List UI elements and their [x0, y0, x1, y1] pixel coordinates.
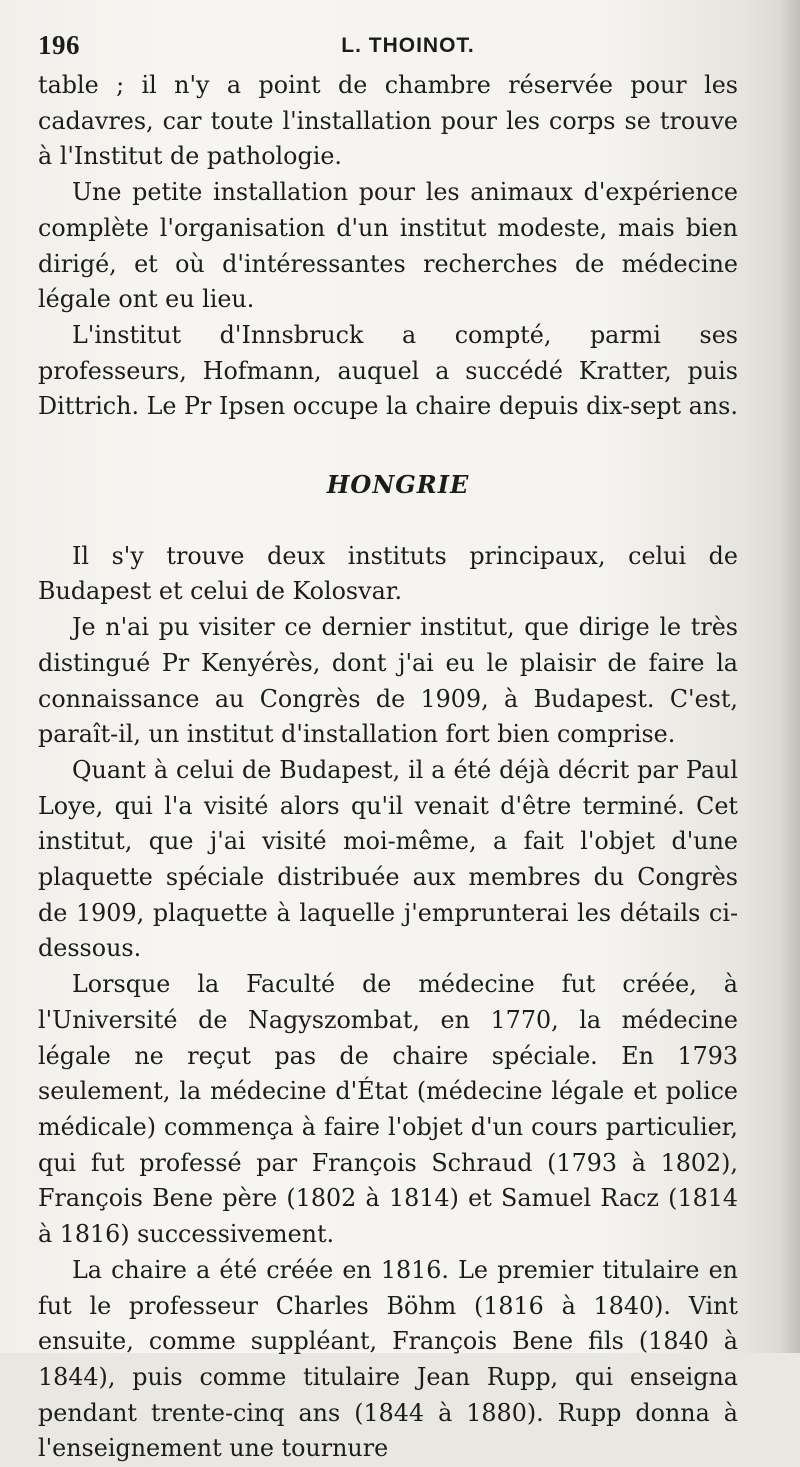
paragraph: table ; il n'y a point de chambre réservée pour les cadavres, car toute l'installation pour les corps se trouve à l'Institut de pathologie. [38, 71, 738, 171]
paragraph: Une petite installation pour les animaux d'expérience complète l'organisation d'un institut modeste, mais bien dirigé, et où d'intéressantes recherches de médecine légale ont eu lieu. [38, 178, 738, 314]
section-heading: HONGRIE [326, 470, 470, 500]
paragraph: Je n'ai pu visiter ce dernier institut, que dirige le très distingué Pr Kenyérès, dont j'ai eu le plaisir de faire la connaissance au Congrès de 1909, à Budapest. C'est, paraît-il, un institut d'installation fort bien comprise. [38, 613, 738, 749]
body-text [38, 68, 738, 1467]
running-head: L. THOINOT. [341, 34, 475, 57]
paragraph: Il s'y trouve deux instituts principaux, celui de Budapest et celui de Kolosvar. [38, 541, 738, 606]
page-number: 196 [38, 30, 80, 60]
paragraph: L'institut d'Innsbruck a compté, parmi ses professeurs, Hofmann, auquel a succédé Kratter, puis Dittrich. Le Pr Ipsen occupe la chaire depuis dix-sept ans. [38, 320, 738, 421]
paragraph: La chaire a été créée en 1816. Le premier titulaire en fut le professeur Charles Böhm (1816 à 1840). Vint ensuite, comme suppléant, François Bene fils (1840 à 1844), puis comme titulaire Jean Rupp, qui enseigna pendant trente-cinq ans (1844 à 1880). Rupp donna à l'enseignement une tournure [38, 1255, 738, 1463]
page-edge-shadow [780, 0, 800, 1353]
paragraph: Quant à celui de Budapest, il a été déjà décrit par Paul Loye, qui l'a visité alors qu'il venait d'être terminé. Cet institut, que j'ai visité moi-même, a fait l'objet d'une plaquette spéciale distribuée aux membres du Congrès de 1909, plaquette à laquelle j'emprunterai les détails ci-dessous. [38, 755, 738, 963]
paragraph: Lorsque la Faculté de médecine fut créée, à l'Université de Nagyszombat, en 1770, la médecine légale ne reçut pas de chaire spéciale. En 1793 seulement, la médecine d'État (médecine légale et police médicale) commença à faire l'objet d'un cours particulier, qui fut professé par François Schraud (1793 à 1802), François Bene père (1802 à 1814) et Samuel Racz (1814 à 1816) successivement. [38, 970, 738, 1249]
page-header [36, 30, 760, 64]
